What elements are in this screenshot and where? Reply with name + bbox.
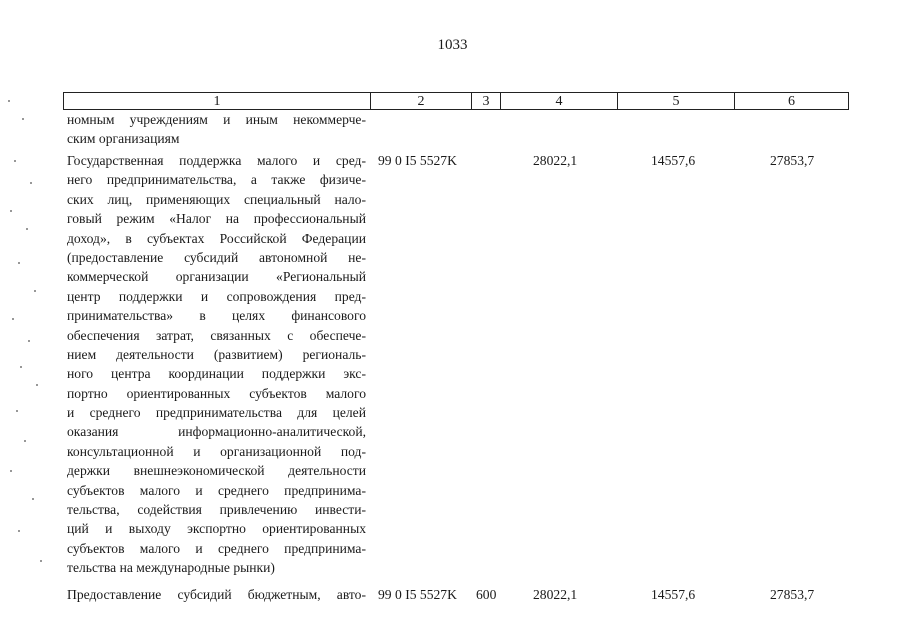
description-line: тельства на международные рынки) (67, 560, 275, 576)
target-code-cell: 99 0 I5 5527K (378, 153, 457, 168)
description-line: ских лиц, применяющих специальный нало- (67, 191, 366, 207)
description-line: субъектов малого и среднего предпринима- (67, 482, 366, 498)
description-line: номным учреждениям и иным некоммерче- (67, 112, 366, 127)
description-line: субъектов малого и среднего предпринима- (67, 540, 366, 556)
description-line: доход», в субъектах Российской Федерации (67, 230, 366, 246)
table-row-description (67, 151, 366, 578)
header-col-2: 2 (370, 93, 471, 109)
description-line: и среднего предпринимательства для целей (67, 405, 366, 421)
description-line: ного центра координации поддержки экс- (67, 366, 366, 382)
description-line: обеспечения затрат, связанных с обеспече- (67, 327, 366, 343)
description-line: держки внешнеэкономической деятельности (67, 463, 366, 479)
description-line: коммерческой организации «Региональный (67, 269, 366, 285)
description-line: (предоставление субсидий автономной не- (67, 249, 366, 265)
header-col-1: 1 (213, 94, 221, 109)
description-line: консультационной и организационной под- (67, 443, 366, 459)
table-row-description (67, 110, 366, 149)
table-row-description (67, 585, 366, 604)
description-line: него предпринимательства, а также физиче- (67, 172, 366, 188)
amount-col6-cell: 27853,7 (770, 153, 815, 168)
amount-col6-cell: 27853,7 (770, 587, 815, 602)
expense-type-cell: 600 (476, 587, 497, 602)
description-line: оказания информационно-аналитической, (67, 424, 366, 440)
header-col-5: 5 (617, 93, 734, 109)
table-header-row (63, 92, 849, 110)
description-line: портно ориентированных субъектов малого (67, 385, 366, 401)
description-line: нием деятельности (развитием) региональ- (67, 346, 366, 362)
description-line: тельства, содействия привлечению инвести- (67, 502, 366, 518)
description-line: ций и выходу экспортно ориентированных (67, 521, 366, 537)
amount-col5-cell: 14557,6 (651, 587, 696, 602)
description-line: принимательства» в целях финансового (67, 308, 366, 324)
page-number: 1033 (437, 37, 468, 53)
header-col-3: 3 (471, 93, 500, 109)
target-code-cell: 99 0 I5 5527K (378, 587, 457, 602)
amount-col5-cell: 14557,6 (651, 153, 696, 168)
header-col-6: 6 (734, 93, 848, 109)
description-line: центр поддержки и сопровождения пред- (67, 288, 366, 304)
amount-col4-cell: 28022,1 (533, 587, 578, 602)
description-line: Государственная поддержка малого и сред- (67, 153, 366, 168)
description-line: Предоставление субсидий бюджетным, авто- (67, 587, 366, 602)
description-line: говый режим «Налог на профессиональный (67, 211, 366, 227)
header-col-4: 4 (500, 93, 617, 109)
amount-col4-cell: 28022,1 (533, 153, 578, 168)
description-line: ским организациям (67, 131, 180, 147)
